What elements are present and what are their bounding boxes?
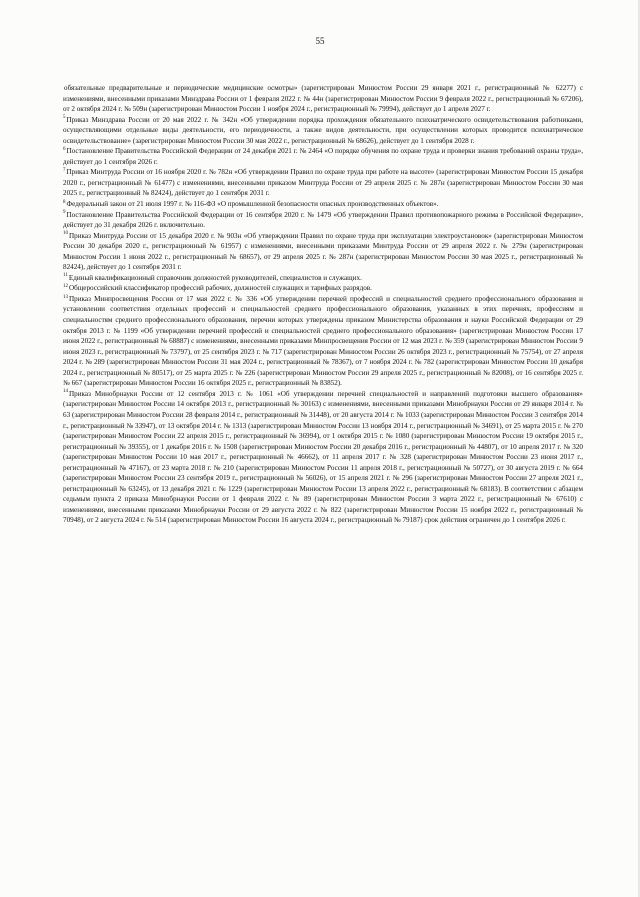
footnote-marker: 8	[63, 199, 66, 205]
footnote-marker: 9	[63, 210, 66, 216]
footnote-6	[63, 146, 583, 167]
footnote-text: Федеральный закон от 21 июля 1997 г. № 116-ФЗ «О промышленной безопасности опасных производственных объектов».	[66, 200, 439, 209]
footnote-text: Приказ Минздрава России от 20 мая 2022 г. № 342н «Об утверждении порядка прохождения обязательного психиатрического освидетельствования работниками, осуществляющими отдельные виды деятельности, его периодичности, а также видов деятельности, при осуществлении которых проводится психиатрическое освидетельствование» (зарегистрирован Минюстом России 30 мая 2022 г., регистрационный № 68626), действует до 1 сентября 2028 г.	[63, 115, 583, 145]
footnote-text: обязательные предварительные и периодические медицинские осмотры» (зарегистрирован Минюстом России 29 января 2021 г., регистрационный № 62277) с изменениями, внесенными приказами Минздрава России от 1 февраля 2022 г. № 44н (зарегистрирован Минюстом России 9 февраля 2022 г., регистрационный № 67206), от 2 октября 2024 г. № 509н (зарегистрирован Минюстом России 1 ноября 2024 г., регистрационный № 79994), действует до 1 апреля 2027 г.	[63, 84, 583, 114]
footnote-marker: 14	[63, 389, 68, 395]
footnote-11	[63, 273, 583, 284]
footnote-7	[63, 167, 583, 199]
footnote-10	[63, 231, 583, 273]
footnote-marker: 11	[63, 273, 68, 279]
footnote-marker: 5	[63, 115, 66, 121]
footnote-text: Единый квалификационный справочник должностей руководителей, специалистов и служащих.	[68, 273, 362, 282]
footnotes-block	[63, 83, 583, 526]
footnote-13	[63, 294, 583, 389]
footnote-text: Общероссийский классификатор профессий рабочих, должностей служащих и тарифных разрядов.	[69, 284, 372, 293]
footnote-12	[63, 283, 583, 294]
footnote-8	[63, 199, 583, 210]
footnote-marker: 6	[63, 146, 66, 152]
footnote-marker: 7	[63, 168, 66, 173]
footnote-text: Постановление Правительства Российской Федерации от 16 сентября 2020 г. № 1479 «Об утверждении Правил противопожарного режима в Российской Федерации», действует до 31 декабря 2026 г. включительно.	[63, 210, 583, 230]
footnote-5	[63, 115, 583, 147]
footnote-text: Приказ Минтруда России от 16 ноября 2020 г. № 782н «Об утверждении Правил по охране труда при работе на высоте» (зарегистрирован Минюстом России 15 декабря 2020 г., регистрационный № 61477) с изменениями, внесенными приказом Минтруда России от 29 апреля 2025 г. № 287н (зарегистрирован Минюстом России 30 мая 2025 г., регистрационный № 82424), действует до 1 сентября 2031 г.	[63, 168, 583, 198]
footnote-continuation	[63, 83, 583, 115]
footnote-text: Приказ Минтруда России от 15 декабря 2020 г. № 903н «Об утверждении Правил по охране труда при эксплуатации электроустановок» (зарегистрирован Минюстом России 30 декабря 2020 г., регистрационный № 61957) с изменениями, внесенными приказами Минтруда России от 29 апреля 2022 г. № 279н (зарегистрирован Минюстом России 1 июня 2022 г., регистрационный № 68657), от 29 апреля 2025 г. № 287н (зарегистрирован Минюстом России 30 мая 2025 г., регистрационный № 82424), действует до 1 сентября 2031 г.	[63, 231, 583, 272]
footnote-text: Постановление Правительства Российской Федерации от 24 декабря 2021 г. № 2464 «О порядке обучения по охране труда и проверки знания требований охраны труда», действует до 1 сентября 2026 г.	[63, 147, 583, 166]
footnote-marker: 13	[63, 294, 68, 300]
footnote-text: Приказ Минпросвещения России от 17 мая 2022 г. № 336 «Об утверждении перечней профессий и специальностей среднего профессионального образования и установлении соответствия отдельных профессий и специальностей среднего профессионального образования, указанных в этих перечнях, профессиям и специальностям среднего профессионального образования, перечни которых утверждены приказом Министерства образования и науки Российской Федерации от 29 октября 2013 г. № 1199 «Об утверждении перечней профессий и специальностей среднего профессионального образования» (зарегистрирован Минюстом России 17 июня 2022 г., регистрационный № 68887) с изменениями, внесенными приказами Минпросвещения России от 12 мая 2023 г. № 359 (зарегистрирован Минюстом России 9 июня 2023 г., регистрационный № 73797), от 25 сентября 2023 г. № 717 (зарегистрирован Минюстом России 26 октября 2023 г., регистрационный № 75754), от 27 апреля 2024 г. № 289 (зарегистрирован Минюстом России 31 мая 2024 г., регистрационный № 78367), от 7 ноября 2024 г. № 782 (зарегистрирован Минюстом России 10 декабря 2024 г., регистрационный № 80517), от 25 марта 2025 г. № 226 (зарегистрирован Минюстом России 29 апреля 2025 г., регистрационный № 82008), от 16 сентября 2025 г. № 667 (зарегистрирован Минюстом России 16 октября 2025 г., регистрационный № 83852).	[63, 294, 583, 388]
footnote-14	[63, 389, 583, 526]
footnote-text: Приказ Минобрнауки России от 12 сентября 2013 г. № 1061 «Об утверждении перечней специальностей и направлений подготовки высшего образования» (зарегистрирован Минюстом России 14 октября 2013 г., регистрационный № 30163) с изменениями, внесенными приказами Минобрнауки России от 29 января 2014 г. № 63 (зарегистрирован Минюстом России 28 февраля 2014 г., регистрационный № 31448), от 20 августа 2014 г. № 1033 (зарегистрирован Минюстом России 3 сентября 2014 г., регистрационный № 33947), от 13 октября 2014 г. № 1313 (зарегистрирован Минюстом России 13 ноября 2014 г., регистрационный № 34691), от 25 марта 2015 г. № 270 (зарегистрирован Минюстом России 22 апреля 2015 г., регистрационный № 36994), от 1 октября 2015 г. № 1080 (зарегистрирован Минюстом России 19 октября 2015 г., регистрационный № 39355), от 1 декабря 2016 г. № 1508 (зарегистрирован Минюстом России 20 декабря 2016 г., регистрационный № 44807), от 10 апреля 2017 г. № 320 (зарегистрирован Минюстом России 10 мая 2017 г., регистрационный № 46662), от 11 апреля 2017 г. № 328 (зарегистрирован Минюстом России 23 июня 2017 г., регистрационный № 47167), от 23 марта 2018 г. № 210 (зарегистрирован Минюстом России 11 апреля 2018 г., регистрационный № 50727), от 30 августа 2019 г. № 664 (зарегистрирован Минюстом России 23 сентября 2019 г., регистрационный № 56026), от 15 апреля 2021 г. № 296 (зарегистрирован Минюстом России 27 апреля 2021 г., регистрационный № 63245), от 13 декабря 2021 г. № 1229 (зарегистрирован Минюстом России 13 апреля 2022 г., регистрационный № 68183). В соответствии с абзацем седьмым пункта 2 приказа Минобрнауки России от 1 февраля 2022 г. № 89 (зарегистрирован Минюстом России 3 марта 2022 г., регистрационный № 67610) с изменениями, внесенными приказами Минобрнауки России от 29 августа 2022 г. № 822 (зарегистрирован Минюстом России 15 ноября 2022 г., регистрационный № 70948), от 2 августа 2024 г. № 514 (зарегистрирован Минюстом России 16 августа 2024 г., регистрационный № 79187) срок действия ограничен до 1 сентября 2026 г.	[63, 389, 583, 525]
footnote-marker: 10	[63, 231, 68, 237]
footnote-marker: 12	[63, 284, 68, 290]
footnote-9	[63, 210, 583, 231]
page-number: 55	[315, 36, 325, 46]
